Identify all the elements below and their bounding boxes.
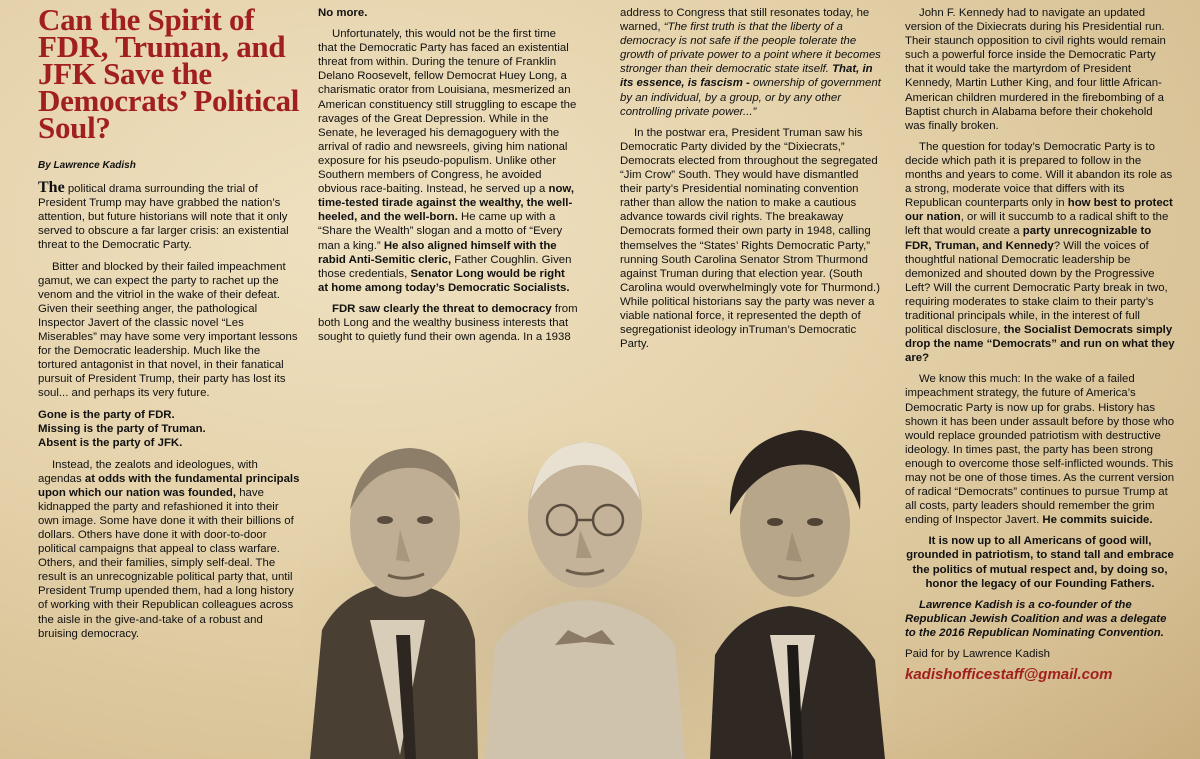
author-bio: Lawrence Kadish is a co-founder of the Republican Jewish Coalition and was a delegate to the 2016 Republican Nominating Convention. [905, 598, 1167, 639]
paragraph: Unfortunately, this would not be the first time that the Democratic Party has faced an existential threat from within. During the tenure of Franklin Delano Roosevelt, fellow Democrat Huey Long, a charismatic orator from Louisiana, mesmerized an American constituency still struggling to escape the ravages of the Great Depression. While in the Senate, he leveraged his demagoguery with the arrival of radio and newsreels, giving him national exposure for his pseudo-populism. Unlike other Southern members of Congress, he avoided obvious race-baiting. Instead, he served up a now, time-tested tirade against the wealthy, the well-heeled, and the well-born. He came up with a “Share the Wealth” slogan and a motto of “Every man a king.” He also aligned himself with the rabid Anti-Semitic cleric, Father Coughlin. Given those credentials, Senator Long would be right at home among today’s Democratic Socialists. [318, 28, 577, 294]
paragraph: In the postwar era, President Truman saw his Democratic Party divided by the “Dixiecrats,” Democrats elected from throughout the segregated “Jim Crow” South. They would have dismantled their party’s Presidential nominating convention rather than allow the nation to make a cautious advance towards civil rights. The breakaway Democrats formed their own party in 1948, calling themselves the “States’ Rights Democratic Party,” running South Carolina Senator Strom Thurmond against Truman during that election year. (South Carolina would overwhelmingly vote for Thurmond.) While political historians say the party was never a viable national force, it represented the depth of segregationist ideology inTruman’s Democratic Party. [620, 126, 880, 351]
closing-statement: It is now up to all Americans of good will, grounded in patriotism, to stand tall and embrace the politics of mutual respect and, by doing so, honor the legacy of our Founding Fathers. [906, 535, 1174, 590]
paragraph: Bitter and blocked by their failed impeachment gamut, we can expect the party to rachet up the venom and the vitriol in the wake of their defeat. Given their seething anger, the pathological Inspector Javert of the classic novel “Les Miserables” may have some very important lessons for the Democratic leadership. Much like the tortured antagonist in that novel, in their fanatical pursuit of President Trump, their party has lost its soul... and perhaps its very future. [38, 260, 298, 400]
paragraph: FDR saw clearly the threat to democracy from both Long and the wealthy business interests that sought to quietly fund their own agenda. In a 1938 [318, 302, 578, 344]
portraits-illustration [300, 420, 895, 759]
headline: Can the Spirit of FDR, Truman, and JFK Save the Democrats’ Political Soul? [38, 2, 300, 145]
byline: By Lawrence Kadish [38, 160, 136, 171]
paragraph: The question for today’s Democratic Party is to decide which path it is prepared to follow in the months and years to come. Will it abandon its role as a strong, moderate voice that differs with its Republican counterparts only in how best to protect our nation, or will it succumb to a radical shift to the left that would create a party unrecognizable to FDR, Truman, and Kennedy? Will the voices of thoughtful national Democratic leadership be demonized and shouted down by the Progressive Left? Will the current Democratic Party break in two, requiring moderates to stake claim to their party’s traditional principals while, in the interest of full political disclosure, the Socialist Democrats simply drop the name “Democrats” and run on what they are? [905, 140, 1175, 365]
column-4 [905, 6, 1175, 689]
paragraph: address to Congress that still resonates today, he warned, “The first truth is that the liberty of a democracy is not safe if the people tolerate the growth of private power to a point where it becomes stronger than their democratic state itself. That, in its essence, is fascism - ownership of government by an individual, by a group, or by any other controlling private power...” [620, 7, 881, 118]
gone-lines: Gone is the party of FDR. Missing is the party of Truman. Absent is the party of JFK. [38, 408, 206, 449]
paragraph: We know this much: In the wake of a failed impeachment strategy, the future of America’s Democratic Party is now up for grabs. History has shown it has been under assault before by those who would replace grounded patriotism with destructive ideology. In times past, the party has been strong enough to overcome those self-inflicted wounds. This may not be one of those times. As the current version of radical “Democrats” continues to pursue Trump at all costs, party leaders should remember the grim ending of Inspector Javert. He commits suicide. [905, 373, 1175, 527]
column-2 [318, 6, 578, 351]
column-1 [38, 2, 300, 648]
column-3 [620, 6, 882, 358]
no-more-line: No more. [318, 7, 368, 19]
paragraph: The political drama surrounding the trial of President Trump may have grabbed the nation’s attention, but future historians will note that it only served to obscure a far larger crisis: an existential threat to the Democratic Party. [38, 179, 289, 252]
paragraph: John F. Kennedy had to navigate an updated version of the Dixiecrats during his Presidential run. Their staunch opposition to civil rights would remain such a powerful force inside the Democratic Party that it would take the martyrdom of President Kennedy, Martin Luther King, and four little African-American children murdered in the firebombing of a Baptist church in Alabama before their chokehold was finally broken. [905, 7, 1166, 132]
portraits-photo [300, 420, 895, 759]
contact-email[interactable]: kadishofficestaff@gmail.com [905, 666, 1113, 684]
drop-cap: The [38, 179, 65, 197]
paid-for-line: Paid for by Lawrence Kadish [905, 648, 1050, 661]
paragraph: Instead, the zealots and ideologues, with agendas at odds with the fundamental principals upon which our nation was founded, have kidnapped the party and refashioned it into their own image. Some have done it with their billions of dollars. Others have done it with door-to-door political campaigns that appeal to class warfare. Others, and their families, simply self-deal. The result is an unrecognizable political party that, until President Trump upended them, had a long history of working with their Republican colleagues across the aisle in the give-and-take of a robust and bruising democracy. [38, 458, 300, 640]
